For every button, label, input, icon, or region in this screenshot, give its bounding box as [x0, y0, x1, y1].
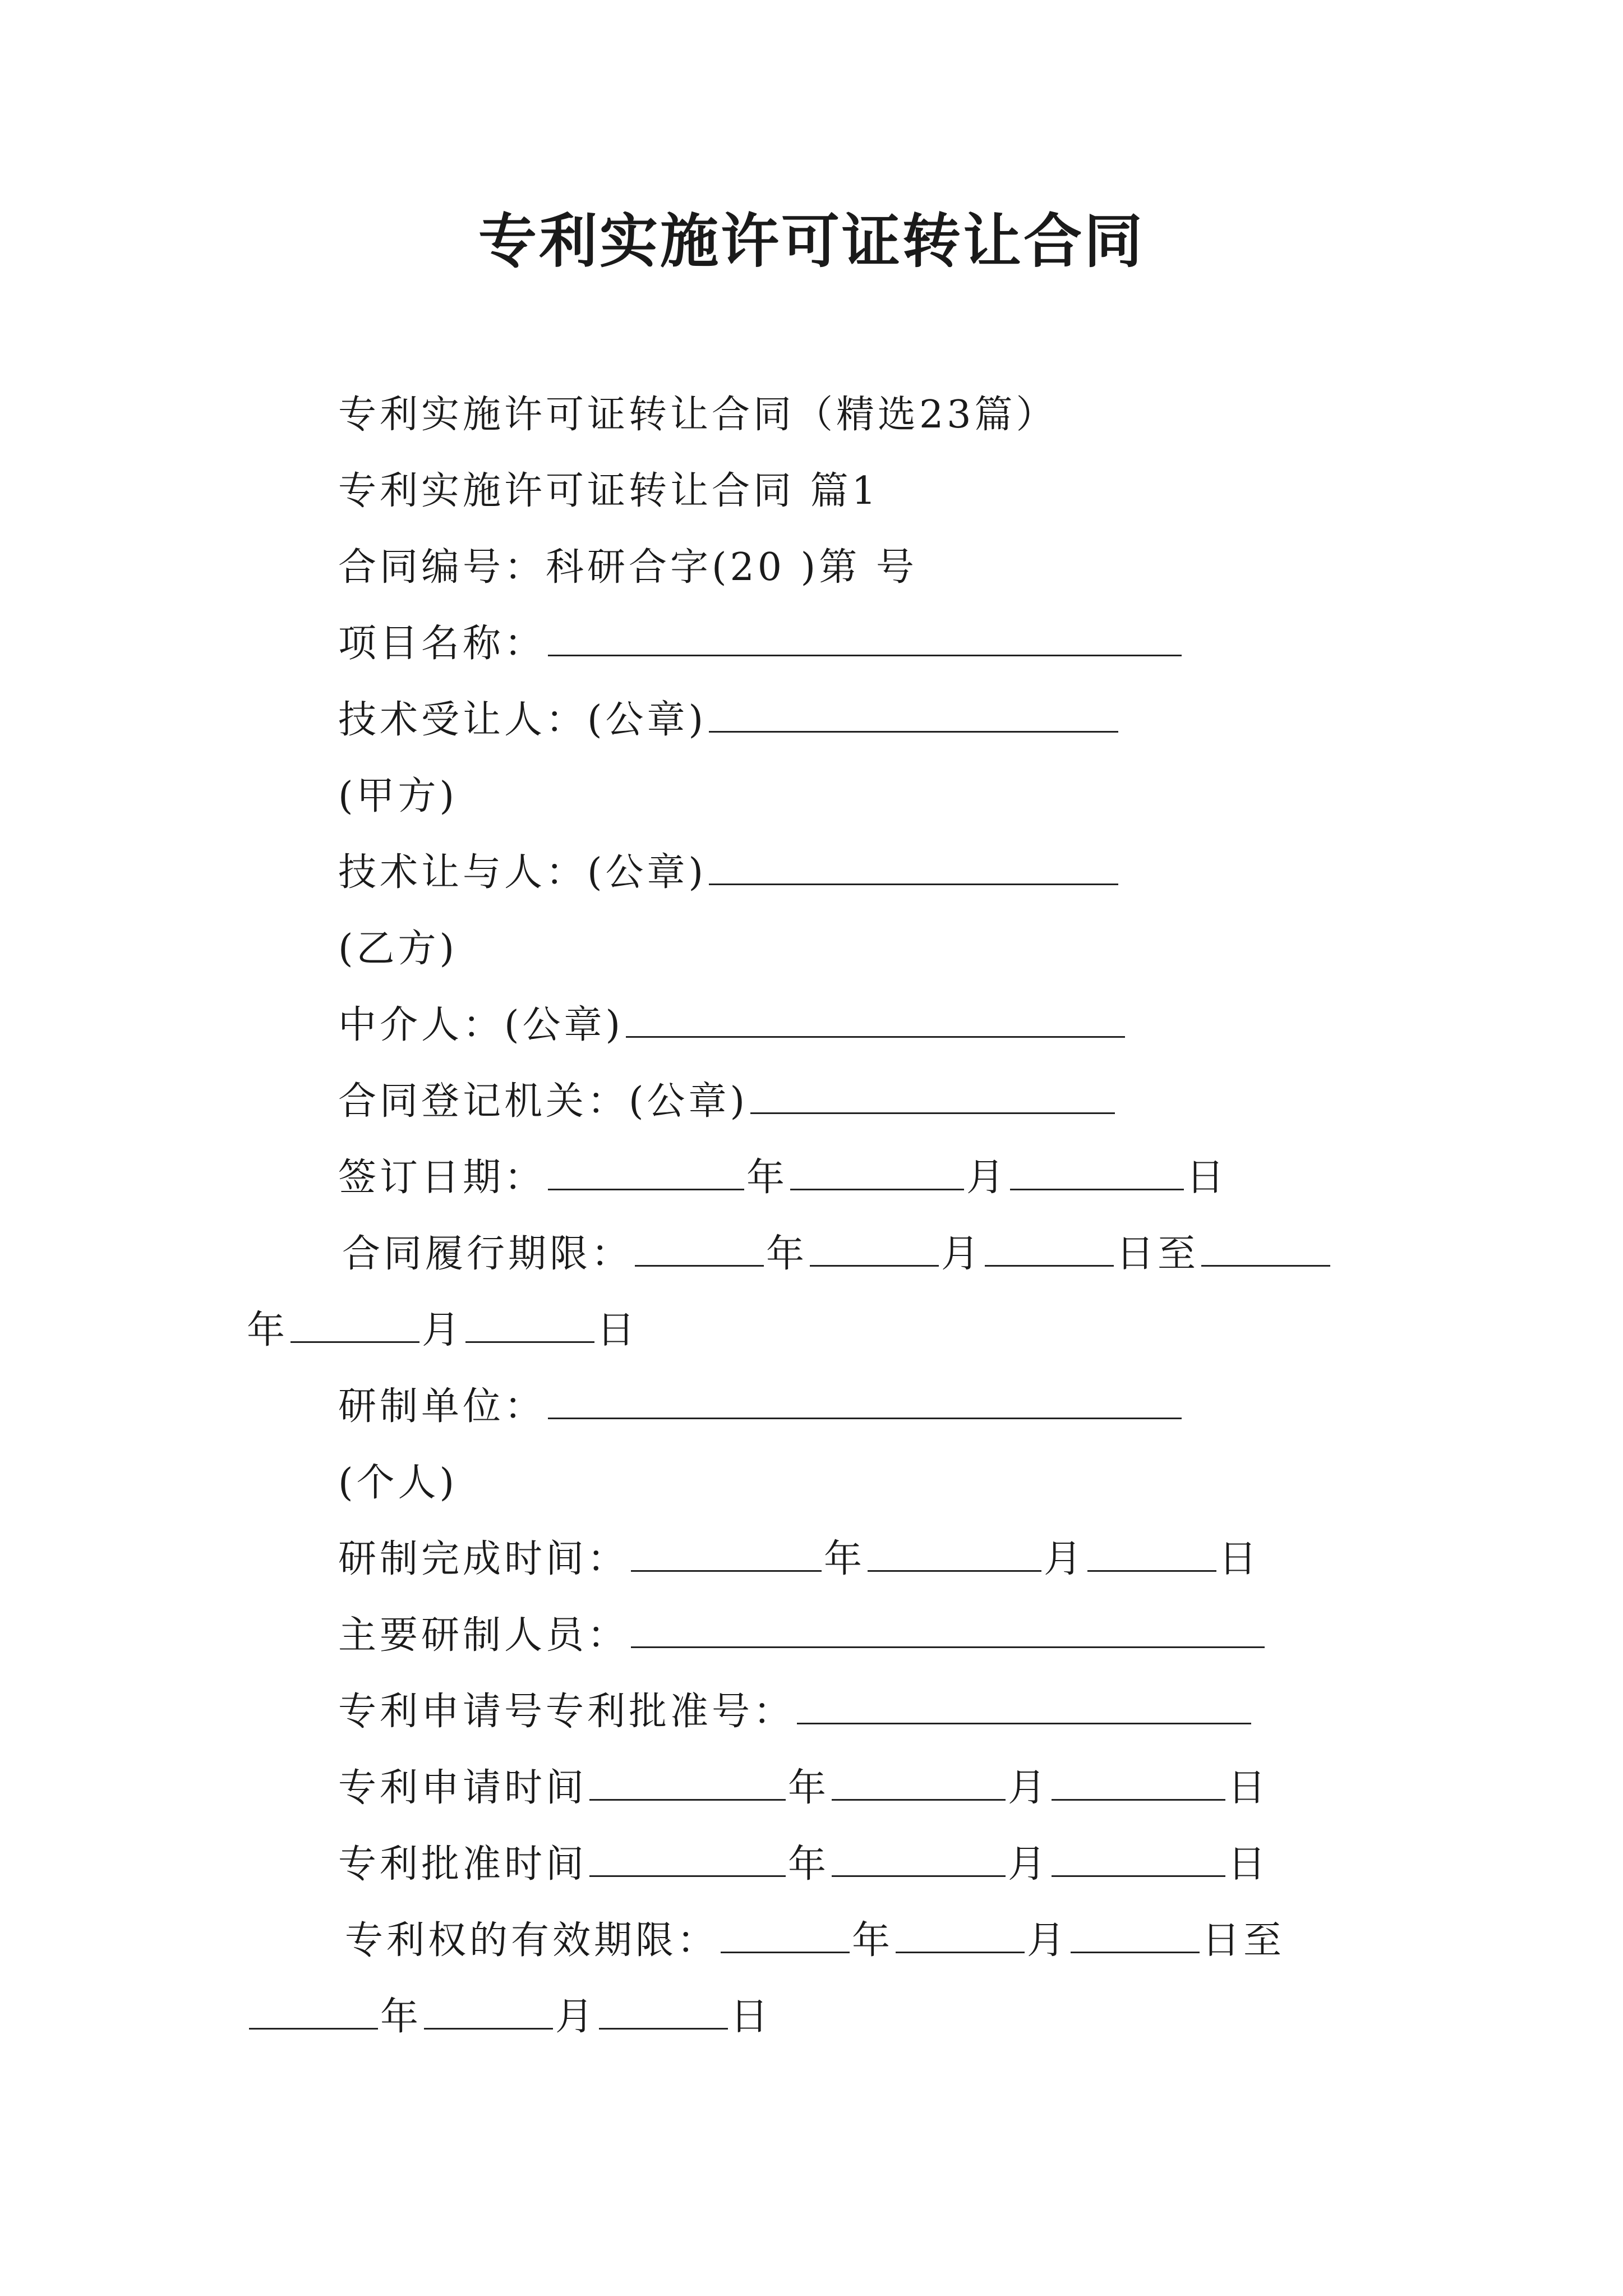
dev-complete-label: 研制完成时间： — [338, 1537, 629, 1581]
patent-nos-label: 专利申请号专利批准号： — [338, 1690, 795, 1734]
apply-time-label: 专利申请时间 — [338, 1766, 588, 1810]
year-unit: 年 — [852, 1918, 894, 1963]
validity-label: 专利权的有效期限： — [345, 1918, 719, 1963]
sign-date-line — [338, 1150, 1228, 1206]
individual-line: (个人) — [338, 1461, 458, 1505]
transferee-label: 技术受让人：(公章) — [338, 698, 707, 742]
day-to-unit: 日至 — [1116, 1232, 1200, 1276]
dev-complete-month-field[interactable] — [868, 1534, 1041, 1572]
patent-nos-field[interactable] — [797, 1687, 1251, 1724]
day-unit: 日 — [730, 1995, 772, 2039]
validity-line — [345, 1913, 1285, 1969]
month-unit: 月 — [966, 1156, 1008, 1200]
transferor-field[interactable] — [709, 848, 1118, 885]
transferor-label: 技术让与人：(公章) — [338, 850, 707, 895]
document-title: 专利实施许可证转让合同 — [478, 207, 1145, 275]
dev-unit-field[interactable] — [548, 1382, 1182, 1419]
party-a-line: (甲方) — [338, 774, 458, 818]
day-to-unit: 日至 — [1202, 1918, 1285, 1963]
dev-complete-line — [338, 1531, 1260, 1588]
sign-month-field[interactable] — [790, 1153, 964, 1190]
main-devs-line — [338, 1608, 1267, 1664]
contract-number-line: 合同编号：科研合字(20 )第 号 — [338, 545, 917, 590]
apply-day-field[interactable] — [1052, 1763, 1225, 1801]
project-name-field[interactable] — [548, 619, 1182, 656]
dev-unit-line — [338, 1379, 1184, 1435]
year-unit: 年 — [788, 1842, 830, 1887]
term-start-year-field[interactable] — [635, 1229, 764, 1267]
month-unit: 月 — [941, 1232, 983, 1276]
subtitle-line: 专利实施许可证转让合同（精选23篇） — [338, 393, 1058, 437]
transferee-field[interactable] — [709, 695, 1118, 733]
dev-complete-day-field[interactable] — [1087, 1534, 1216, 1572]
project-name-line — [338, 616, 1184, 672]
approve-time-label: 专利批准时间 — [338, 1842, 588, 1887]
section-line: 专利实施许可证转让合同 篇1 — [338, 469, 879, 513]
approve-year-field[interactable] — [589, 1839, 786, 1877]
validity-line-continued — [247, 1989, 772, 2045]
apply-month-field[interactable] — [832, 1763, 1006, 1801]
term-label: 合同履行期限： — [342, 1232, 633, 1276]
approve-time-line — [338, 1837, 1269, 1893]
approve-day-field[interactable] — [1052, 1839, 1225, 1877]
day-unit: 日 — [597, 1308, 639, 1352]
term-end-day-field[interactable] — [465, 1305, 594, 1343]
day-unit: 日 — [1228, 1766, 1270, 1810]
term-line — [342, 1226, 1332, 1282]
validity-start-day-field[interactable] — [1071, 1916, 1200, 1953]
sign-year-field[interactable] — [548, 1153, 744, 1190]
intermediary-field[interactable] — [626, 1000, 1125, 1038]
year-unit: 年 — [788, 1766, 830, 1810]
registry-field[interactable] — [750, 1076, 1115, 1114]
validity-start-year-field[interactable] — [721, 1916, 850, 1953]
party-b-line: (乙方) — [338, 927, 458, 971]
main-devs-field[interactable] — [631, 1611, 1265, 1648]
year-unit: 年 — [766, 1232, 808, 1276]
validity-end-month-field[interactable] — [424, 1992, 553, 2030]
year-unit: 年 — [746, 1156, 789, 1200]
intermediary-line — [338, 997, 1127, 1053]
dev-unit-label: 研制单位： — [338, 1384, 546, 1429]
dev-complete-year-field[interactable] — [631, 1534, 822, 1572]
year-unit: 年 — [380, 1995, 422, 2039]
year-unit: 年 — [247, 1308, 289, 1352]
day-unit: 日 — [1219, 1537, 1261, 1581]
day-unit: 日 — [1228, 1842, 1270, 1887]
year-unit: 年 — [824, 1537, 866, 1581]
transferee-line — [338, 692, 1121, 748]
month-unit: 月 — [422, 1308, 464, 1352]
day-unit: 日 — [1186, 1156, 1228, 1200]
sign-date-label: 签订日期： — [338, 1156, 546, 1200]
validity-end-day-field[interactable] — [599, 1992, 728, 2030]
apply-year-field[interactable] — [589, 1763, 786, 1801]
term-end-year-field[interactable] — [1201, 1229, 1330, 1267]
term-start-day-field[interactable] — [985, 1229, 1114, 1267]
apply-time-line — [338, 1760, 1269, 1816]
sign-day-field[interactable] — [1010, 1153, 1184, 1190]
main-devs-label: 主要研制人员： — [338, 1613, 629, 1658]
validity-end-year-field[interactable] — [249, 1992, 378, 2030]
validity-start-month-field[interactable] — [896, 1916, 1025, 1953]
month-unit: 月 — [555, 1995, 597, 2039]
month-unit: 月 — [1008, 1842, 1050, 1887]
registry-line — [338, 1074, 1117, 1130]
month-unit: 月 — [1027, 1918, 1069, 1963]
month-unit: 月 — [1008, 1766, 1050, 1810]
approve-month-field[interactable] — [832, 1839, 1006, 1877]
term-start-month-field[interactable] — [810, 1229, 939, 1267]
intermediary-label: 中介人：(公章) — [338, 1003, 624, 1047]
registry-label: 合同登记机关：(公章) — [338, 1079, 749, 1124]
patent-nos-line — [338, 1684, 1253, 1740]
term-line-continued — [247, 1303, 638, 1359]
transferor-line — [338, 845, 1121, 901]
term-end-month-field[interactable] — [291, 1305, 419, 1343]
month-unit: 月 — [1044, 1537, 1086, 1581]
project-name-label: 项目名称： — [338, 622, 546, 666]
